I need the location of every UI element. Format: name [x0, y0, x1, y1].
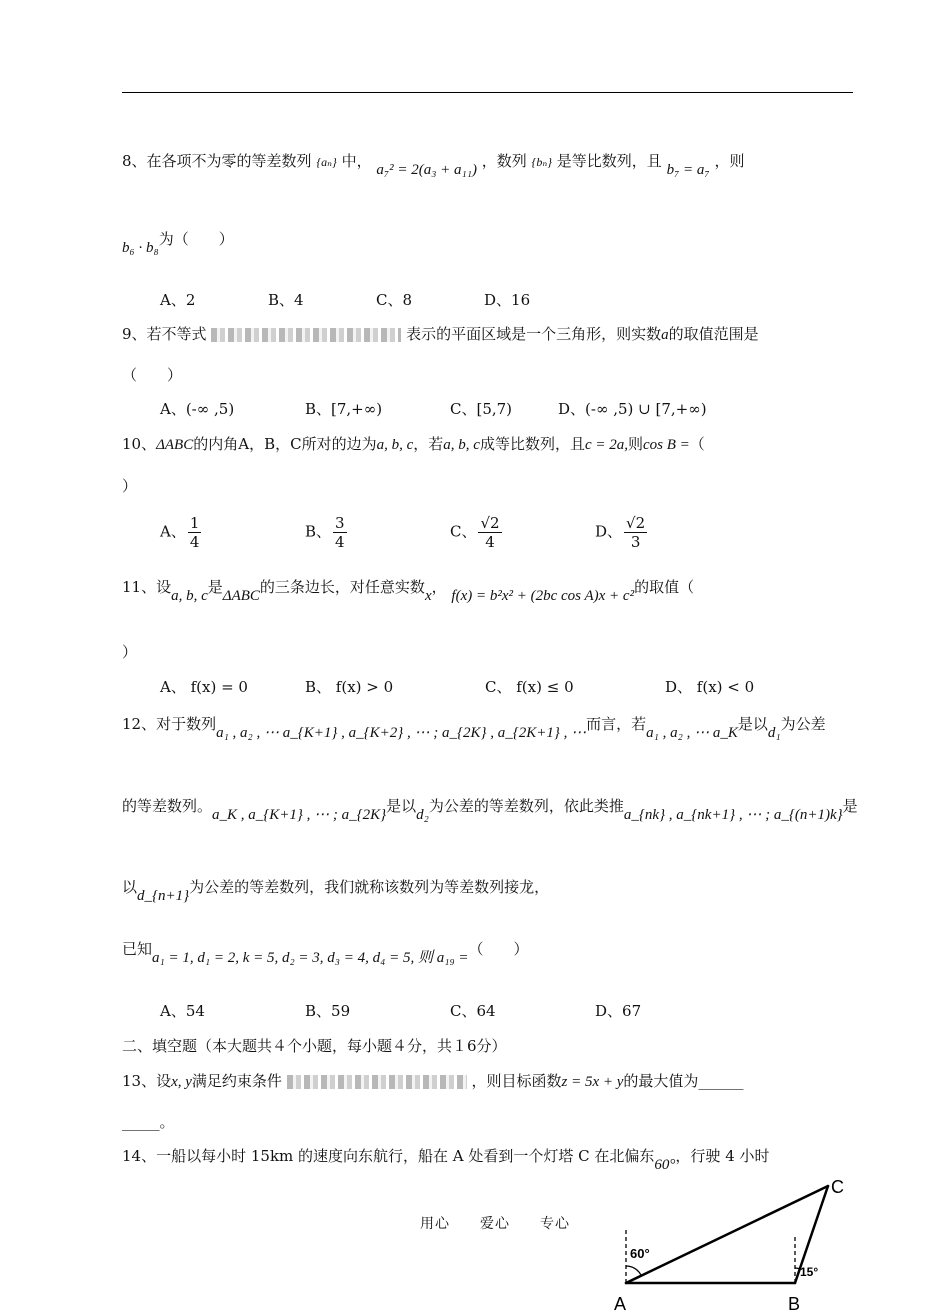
option-d: D、 $\frac{√2}{3}$: [595, 514, 646, 551]
option-b: B、 $\frac{3}{4}$: [305, 514, 345, 551]
q8-options: [160, 289, 530, 311]
q10-stem: 10、ΔABC的内角A，B，C所对的边为a, b, c，若a, b, c成等比数列，且c = 2a,则cos B =（: [122, 435, 705, 453]
q11-stem: 11、设a, b, c是ΔABC的三条边长，对任意实数x， f(x) = b²x² + (2bc cos A)x + c²的取值（: [122, 578, 695, 604]
q9-options: [160, 398, 707, 420]
q13-stem: 13、设x, y满足约束条件 ，则目标函数z = 5x + y的最大值为______: [122, 1072, 744, 1090]
option-c: C、 f(x) ≤ 0: [485, 678, 574, 696]
option-c: C、64: [450, 1002, 496, 1020]
header-rule: [122, 92, 853, 93]
q10-paren-close: ）: [122, 477, 138, 495]
option-b: B、4: [268, 291, 304, 309]
option-a: A、 $\frac{1}{4}$: [160, 514, 200, 551]
q12-line3: 以d_{n+1}为公差的等差数列，我们就称该数列为等差数列接龙，: [122, 878, 550, 904]
q11-paren-close: ）: [122, 643, 138, 661]
option-a: A、 f(x) = 0: [160, 678, 248, 696]
label-a: A: [614, 1294, 627, 1314]
option-a: A、54: [160, 1002, 205, 1020]
q12-line2: 的等差数列。a_K , a_{K+1} , ⋯ ; a_{2K}是以d₂为公差的等差数列，依此类推a_{nk} , a_{nk+1} , ⋯ ; a_{(n+1)k}是: [122, 797, 858, 823]
option-c: C、 $\frac{√2}{4}$: [450, 514, 500, 551]
option-b: B、[7,+∞): [305, 400, 383, 418]
option-a: A、(-∞ ,5): [160, 400, 235, 418]
label-b: B: [788, 1294, 801, 1314]
q12-line4: 已知a₁ = 1, d₁ = 2, k = 5, d₂ = 3, d₃ = 4, d₄ = 5, 则 a₁₉ =（ ）: [122, 940, 529, 966]
option-d: D、67: [595, 1002, 642, 1020]
q12-options: [160, 1000, 641, 1022]
option-b: B、59: [305, 1002, 351, 1020]
footer-slogan: 用心 爱心 专心: [420, 1216, 570, 1232]
section-2-heading: 二、填空题（本大题共４个小题，每小题４分，共１6分）: [122, 1037, 507, 1055]
q12-line1: 12、对于数列a₁ , a₂ , ⋯ a_{K+1} , a_{K+2} , ⋯ ; a_{2K} , a_{2K+1} , ⋯而言，若a₁ , a₂ , ⋯ a_K是以d₁为公差: [122, 715, 826, 741]
q9-paren: （ ）: [122, 366, 183, 384]
option-b: B、 f(x) > 0: [305, 678, 394, 696]
q10-options: [160, 514, 647, 551]
q13-blank: _____。: [122, 1113, 175, 1131]
angle-a-label: 60°: [630, 1246, 650, 1261]
lighthouse-triangle-figure: [600, 1170, 860, 1316]
q8-stem: 8、在各项不为零的等差数列 {aₙ} 中， a₇² = 2(a₃ + a₁₁) ，数列 {bₙ} 是等比数列，且 b₇ = a₇ ，则: [122, 152, 745, 178]
q11-options: [160, 676, 754, 698]
option-a: A、2: [160, 291, 196, 309]
constraint-system-image: [287, 1075, 467, 1089]
option-c: C、[5,7): [450, 400, 513, 418]
option-d: D、16: [484, 291, 531, 309]
q8-ask: b₆ · b₈为（ ）: [122, 230, 234, 256]
option-d: D、(-∞ ,5) ∪ [7,+∞): [558, 400, 707, 418]
inequality-system-image: [211, 328, 401, 342]
label-c: C: [831, 1177, 844, 1197]
option-d: D、 f(x) < 0: [665, 678, 755, 696]
q9-stem: 9、若不等式 表示的平面区域是一个三角形，则实数a的取值范围是: [122, 325, 759, 343]
option-c: C、8: [376, 291, 413, 309]
angle-b-label: 15°: [800, 1265, 819, 1279]
q14-stem: 14、一船以每小时 15km 的速度向东航行，船在 A 处看到一个灯塔 C 在北偏东60°，行驶 4 小时: [122, 1147, 770, 1173]
